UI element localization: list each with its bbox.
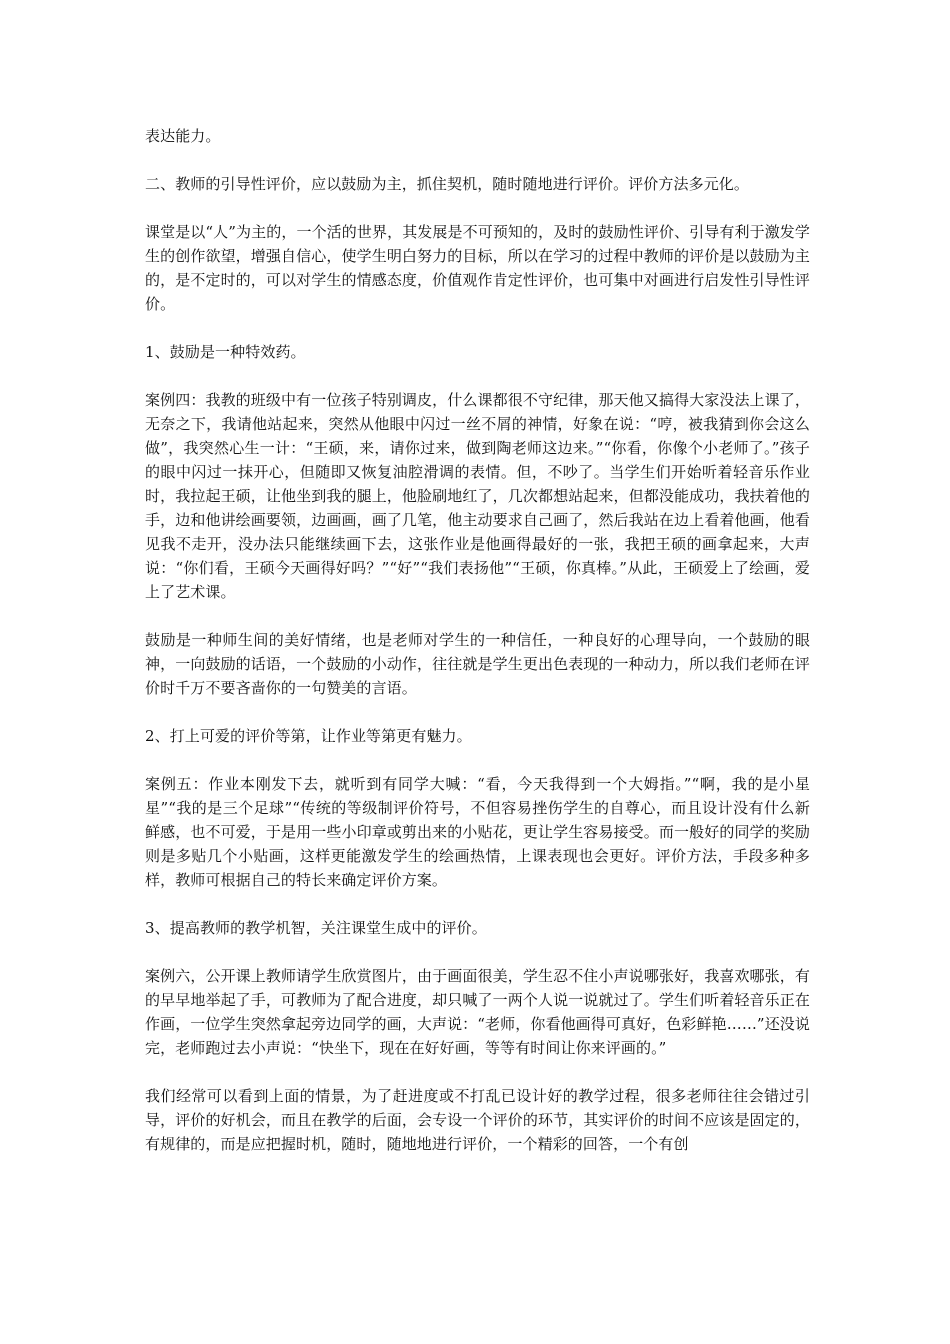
subheading-2: 2、打上可爱的评价等第，让作业等第更有魅力。 [145,727,472,745]
paragraph-closing: 我们经常可以看到上面的情景，为了赶进度或不打乱已设计好的教学过程，很多老师往往会错过引导，评价的好机会，而且在教学的后面，会专设一个评价的环节，其实评价的时间不应该是固定的，有规律的，而是应把握时机，随时，随地地进行评价，一个精彩的回答，一个有创 [145,1087,810,1153]
subheading-1: 1、鼓励是一种特效药。 [145,343,306,361]
document-body [145,124,810,1180]
case-four: 案例四：我教的班级中有一位孩子特别调皮，什么课都很不守纪律，那天他又搞得大家没法上课了，无奈之下，我请他站起来，突然从他眼中闪过一丝不屑的神情，好象在说：“哼，被我猜到你会这么做”，我突然心生一计：“王硕，来，请你过来，做到陶老师这边来。”“你看，你像个小老师了。”孩子的眼中闪过一抹开心，但随即又恢复油腔滑调的表情。但，不吵了。当学生们开始听着轻音乐作业时，我拉起王硕，让他坐到我的腿上，他脸刷地红了，几次都想站起来，但都没能成功，我扶着他的手，边和他讲绘画要领，边画画，画了几笔，他主动要求自己画了，然后我站在边上看着他画，他看见我不走开，没办法只能继续画下去，这张作业是他画得最好的一张，我把王硕的画拿起来，大声说：“你们看，王硕今天画得好吗？”“好”“我们表扬他”“王硕，你真棒。”从此，王硕爱上了绘画，爱上了艺术课。 [145,391,810,601]
case-six: 案例六，公开课上教师请学生欣赏图片，由于画面很美，学生忍不住小声说哪张好，我喜欢哪张，有的早早地举起了手，可教师为了配合进度，却只喊了一两个人说一说就过了。学生们听着轻音乐正在作画，一位学生突然拿起旁边同学的画，大声说：“老师，你看他画得可真好，色彩鲜艳……”还没说完，老师跑过去小声说：“快坐下，现在在好好画，等等有时间让你来评画的。” [145,967,810,1057]
case-five: 案例五：作业本刚发下去，就听到有同学大喊：“看，今天我得到一个大姆指。”“啊，我的是小星星”“我的是三个足球”“传统的等级制评价符号，不但容易挫伤学生的自尊心，而且设计没有什么新鲜感，也不可爱，于是用一些小印章或剪出来的小贴花，更让学生容易接受。而一般好的同学的奖励则是多贴几个小贴画，这样更能激发学生的绘画热情，上课表现也会更好。评价方法，手段多种多样，教师可根据自己的特长来确定评价方案。 [145,775,810,889]
section-heading-2: 二、教师的引导性评价，应以鼓励为主，抓住契机，随时随地进行评价。评价方法多元化。 [145,175,750,193]
paragraph-encouragement: 鼓励是一种师生间的美好情绪，也是老师对学生的一种信任，一种良好的心理导向，一个鼓励的眼神，一向鼓励的话语，一个鼓励的小动作，往往就是学生更出色表现的一种动力，所以我们老师在评价时千万不要吝啬你的一句赞美的言语。 [145,631,810,697]
subheading-3: 3、提高教师的教学机智，关注课堂生成中的评价。 [145,919,487,937]
paragraph-continuation: 表达能力。 [145,127,221,145]
paragraph-classroom: 课堂是以“人”为主的，一个活的世界，其发展是不可预知的，及时的鼓励性评价、引导有利于激发学生的创作欲望，增强自信心，使学生明白努力的目标，所以在学习的过程中教师的评价是以鼓励为主的，是不定时的，可以对学生的情感态度，价值观作肯定性评价，也可集中对画进行启发性引导性评价。 [145,223,810,313]
